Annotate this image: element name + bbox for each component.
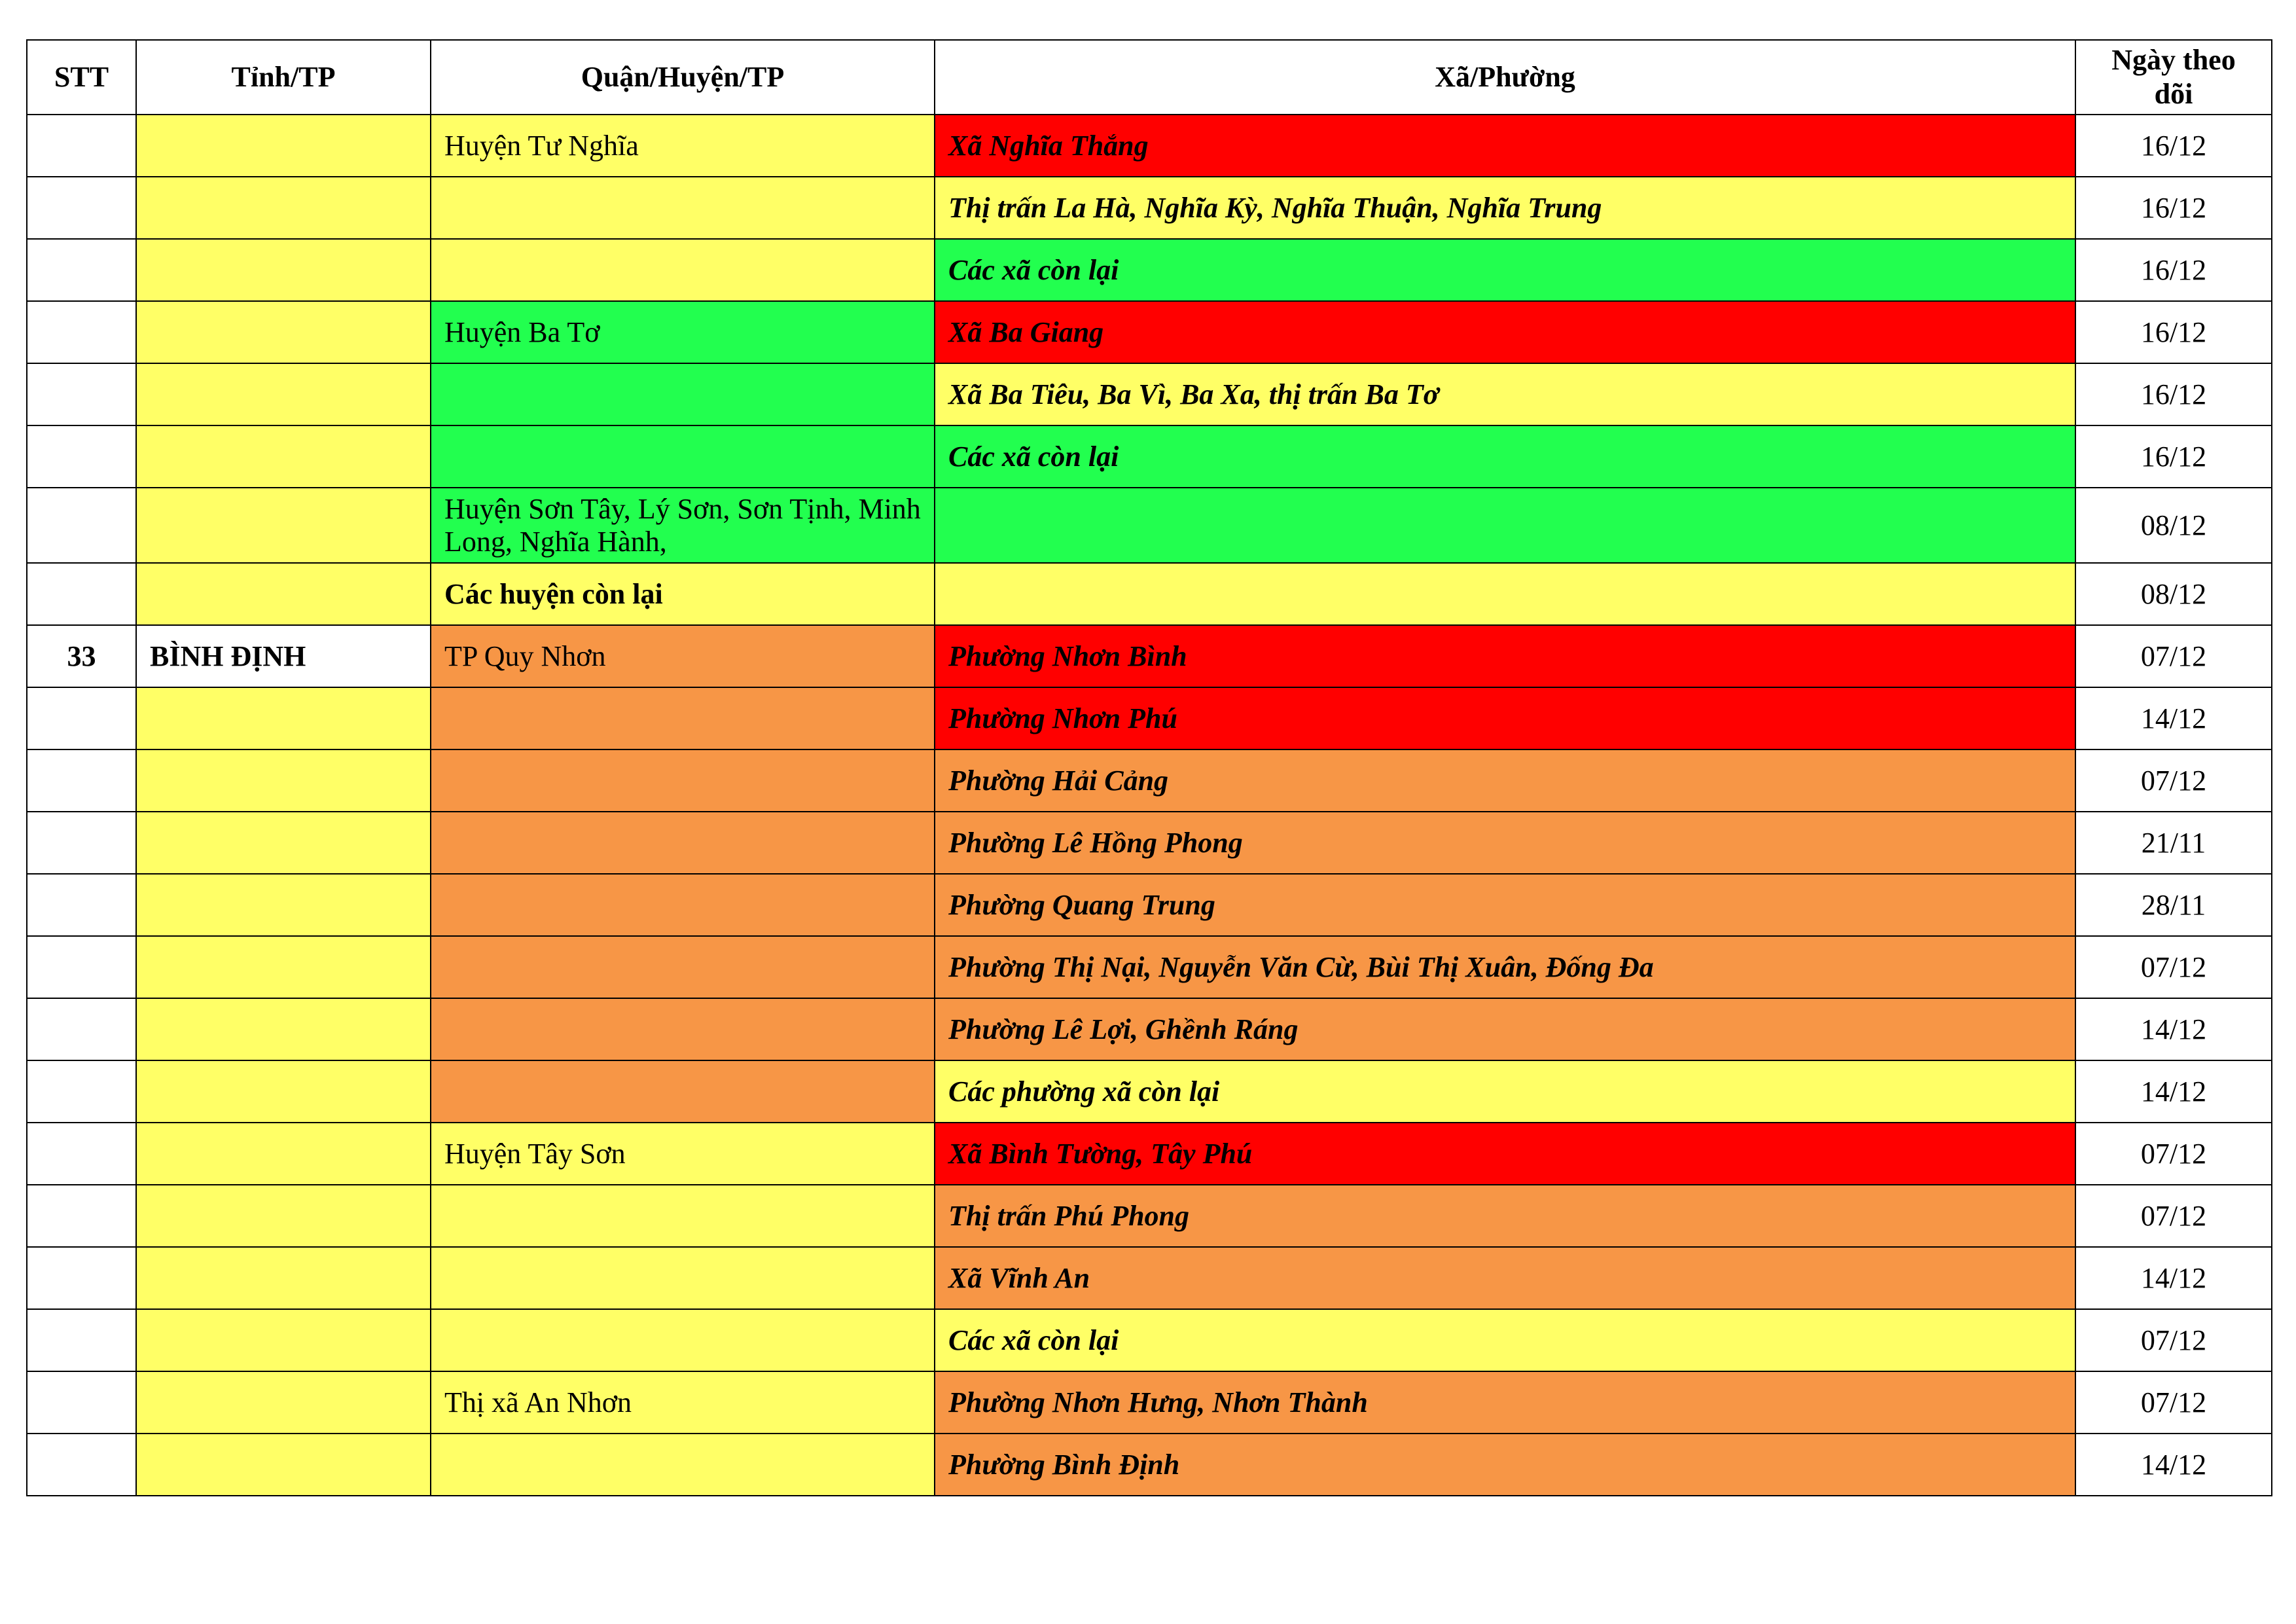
ward-cell: Xã Bình Tường, Tây Phú [935,1123,2075,1185]
ward-cell: Các xã còn lại [935,425,2075,488]
date-cell: 16/12 [2075,115,2272,177]
ward-cell: Phường Thị Nại, Nguyễn Văn Cừ, Bùi Thị Xuân, Đống Đa [935,936,2075,998]
province-cell [136,488,431,563]
date-cell: 07/12 [2075,1309,2272,1371]
district-cell: Các huyện còn lại [431,563,935,625]
province-cell [136,425,431,488]
ward-cell: Thị trấn Phú Phong [935,1185,2075,1247]
province-cell [136,301,431,363]
province-cell [136,812,431,874]
district-cell: Huyện Sơn Tây, Lý Sơn, Sơn Tịnh, Minh Long, Nghĩa Hành, [431,488,935,563]
stt-cell [27,1185,136,1247]
date-cell: 07/12 [2075,1123,2272,1185]
ward-cell [935,563,2075,625]
province-cell: BÌNH ĐỊNH [136,625,431,687]
ward-cell: Phường Lê Hồng Phong [935,812,2075,874]
province-cell [136,998,431,1060]
district-cell: Huyện Tư Nghĩa [431,115,935,177]
date-cell: 08/12 [2075,488,2272,563]
stt-cell [27,177,136,239]
ward-cell: Thị trấn La Hà, Nghĩa Kỳ, Nghĩa Thuận, Nghĩa Trung [935,177,2075,239]
date-cell: 16/12 [2075,177,2272,239]
header-ward: Xã/Phường [935,40,2075,115]
date-cell: 14/12 [2075,998,2272,1060]
ward-cell: Xã Ba Giang [935,301,2075,363]
stt-cell [27,363,136,425]
district-risk-table [26,39,2272,1496]
date-cell: 16/12 [2075,363,2272,425]
stt-cell [27,239,136,301]
table-row [27,749,2272,812]
district-cell [431,1060,935,1123]
district-cell [431,177,935,239]
stt-cell [27,1060,136,1123]
date-cell: 28/11 [2075,874,2272,936]
province-cell [136,1309,431,1371]
province-cell [136,936,431,998]
table-row [27,177,2272,239]
table-row [27,998,2272,1060]
date-cell: 14/12 [2075,1434,2272,1496]
district-cell [431,1247,935,1309]
table-row [27,1309,2272,1371]
table-row [27,425,2272,488]
table-row [27,115,2272,177]
date-cell: 16/12 [2075,301,2272,363]
district-cell [431,1309,935,1371]
ward-cell: Xã Ba Tiêu, Ba Vì, Ba Xa, thị trấn Ba Tơ [935,363,2075,425]
ward-cell [935,488,2075,563]
ward-cell: Các phường xã còn lại [935,1060,2075,1123]
province-cell [136,687,431,749]
header-date: Ngày theo dõi [2075,40,2272,115]
district-cell [431,425,935,488]
stt-cell [27,874,136,936]
table-row [27,812,2272,874]
ward-cell: Phường Bình Định [935,1434,2075,1496]
stt-cell [27,563,136,625]
date-cell: 16/12 [2075,425,2272,488]
table-row [27,239,2272,301]
date-cell: 14/12 [2075,1247,2272,1309]
date-cell: 07/12 [2075,749,2272,812]
date-cell: 14/12 [2075,687,2272,749]
province-cell [136,1247,431,1309]
ward-cell: Phường Nhơn Phú [935,687,2075,749]
province-cell [136,749,431,812]
district-cell [431,874,935,936]
district-cell: Thị xã An Nhơn [431,1371,935,1434]
header-province: Tỉnh/TP [136,40,431,115]
table-row [27,301,2272,363]
date-cell: 07/12 [2075,625,2272,687]
date-cell: 07/12 [2075,936,2272,998]
stt-cell [27,115,136,177]
district-cell [431,936,935,998]
table-body [27,115,2272,1496]
table-row [27,488,2272,563]
stt-cell [27,749,136,812]
table-row [27,1060,2272,1123]
ward-cell: Phường Hải Cảng [935,749,2075,812]
stt-cell [27,301,136,363]
stt-cell [27,1309,136,1371]
date-cell: 16/12 [2075,239,2272,301]
ward-cell: Phường Nhơn Bình [935,625,2075,687]
stt-cell [27,812,136,874]
date-cell: 08/12 [2075,563,2272,625]
header-district: Quận/Huyện/TP [431,40,935,115]
province-cell [136,874,431,936]
province-cell [136,1185,431,1247]
district-cell [431,1434,935,1496]
stt-cell [27,687,136,749]
table-row [27,1123,2272,1185]
table-row [27,936,2272,998]
table-row [27,874,2272,936]
province-cell [136,563,431,625]
stt-cell [27,1371,136,1434]
ward-cell: Xã Nghĩa Thắng [935,115,2075,177]
stt-cell [27,936,136,998]
province-cell [136,115,431,177]
province-cell [136,177,431,239]
ward-cell: Phường Lê Lợi, Ghềnh Ráng [935,998,2075,1060]
district-cell: Huyện Tây Sơn [431,1123,935,1185]
date-cell: 14/12 [2075,1060,2272,1123]
stt-cell [27,1247,136,1309]
ward-cell: Phường Nhơn Hưng, Nhơn Thành [935,1371,2075,1434]
district-cell [431,749,935,812]
district-cell [431,687,935,749]
stt-cell [27,488,136,563]
table-row [27,687,2272,749]
date-cell: 07/12 [2075,1185,2272,1247]
district-cell [431,812,935,874]
province-cell [136,1434,431,1496]
stt-cell [27,425,136,488]
province-cell [136,1123,431,1185]
table-row [27,363,2272,425]
district-cell [431,239,935,301]
header-stt: STT [27,40,136,115]
district-cell: Huyện Ba Tơ [431,301,935,363]
ward-cell: Phường Quang Trung [935,874,2075,936]
province-cell [136,1371,431,1434]
table-row [27,1434,2272,1496]
stt-cell [27,1434,136,1496]
stt-cell [27,998,136,1060]
date-cell: 07/12 [2075,1371,2272,1434]
district-cell [431,1185,935,1247]
table-row [27,625,2272,687]
ward-cell: Các xã còn lại [935,1309,2075,1371]
district-cell: TP Quy Nhơn [431,625,935,687]
table-row [27,1371,2272,1434]
table-row [27,563,2272,625]
stt-cell: 33 [27,625,136,687]
date-cell: 21/11 [2075,812,2272,874]
district-cell [431,363,935,425]
ward-cell: Xã Vĩnh An [935,1247,2075,1309]
stt-cell [27,1123,136,1185]
table-row [27,1185,2272,1247]
province-cell [136,1060,431,1123]
province-cell [136,363,431,425]
header-row [27,40,2272,115]
ward-cell: Các xã còn lại [935,239,2075,301]
table-row [27,1247,2272,1309]
district-cell [431,998,935,1060]
province-cell [136,239,431,301]
